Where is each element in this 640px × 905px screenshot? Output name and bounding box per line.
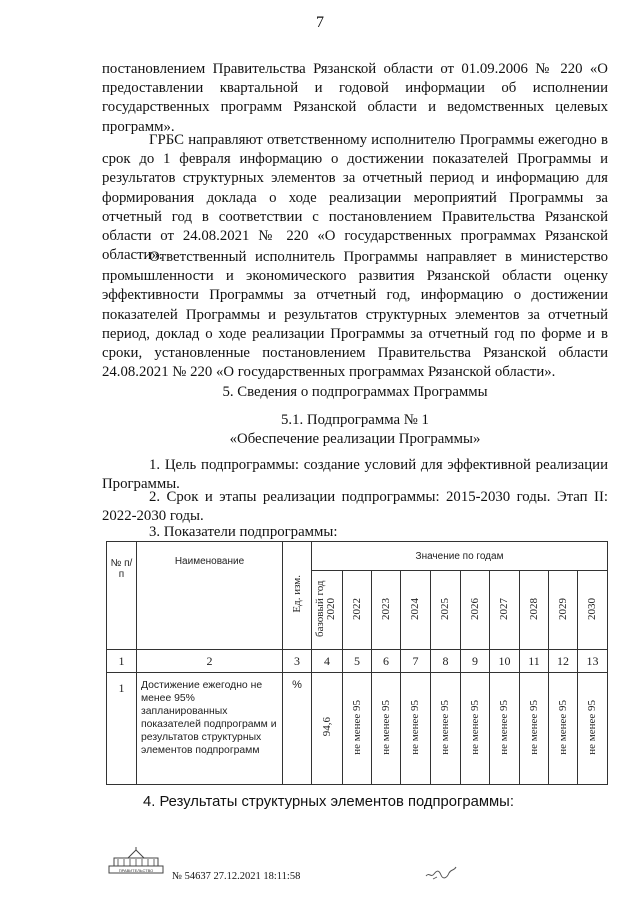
value-cell xyxy=(490,673,520,785)
value-cell xyxy=(549,673,578,785)
index-cell: 3 xyxy=(283,650,312,673)
value-cell xyxy=(461,673,490,785)
section-title: 5. Сведения о подпрограммах Программы xyxy=(222,384,488,400)
index-cell: 6 xyxy=(372,650,401,673)
value-cell xyxy=(431,673,461,785)
paragraph-continuation xyxy=(102,60,608,137)
paragraph-grbs xyxy=(102,131,608,265)
year-cell xyxy=(549,571,578,650)
header-years-group: Значение по годам xyxy=(312,542,608,571)
index-cell: 7 xyxy=(401,650,431,673)
subsection-name: «Обеспечение реализации Программы» xyxy=(229,431,481,447)
paragraph-text: 1. Цель подпрограммы: создание условий для эффективной реализации Программы. xyxy=(102,457,608,493)
value-text: не менее 95 xyxy=(409,699,421,755)
year-cell xyxy=(401,571,431,650)
year-cell xyxy=(520,571,549,650)
year-cell xyxy=(431,571,461,650)
value-text: 94,6 xyxy=(320,717,333,737)
year-label: 2029 xyxy=(556,597,569,620)
value-cell xyxy=(401,673,431,785)
index-cell: 11 xyxy=(520,650,549,673)
row-unit: % xyxy=(283,673,312,785)
year-label: 2027 xyxy=(498,597,510,620)
paragraph-text: Ответственный исполнитель Программы направляет в министерство промышленности и экономического развития Рязанской области оценку эффективности Программы за отчетный год, информацию о достижении показателей Программы и результатов структурных элементов за отчетный период, доклад о ходе реализации Программы за отчетный год по форме и в сроки, установленные постановлением Правительства Рязанской области 24.08.2021 № 220 «О государственных программах Рязанской области». xyxy=(102,249,608,381)
value-text: не менее 95 xyxy=(556,699,569,755)
subsection-title: 5.1. Подпрограмма № 1 xyxy=(281,412,429,428)
indicators-table xyxy=(106,541,608,785)
value-text: не менее 95 xyxy=(586,699,598,755)
row-num: 1 xyxy=(107,673,137,785)
year-label: 2025 xyxy=(439,597,451,620)
year-label: 2023 xyxy=(379,597,392,620)
page-number: 7 xyxy=(316,14,324,31)
year-label: 2022 xyxy=(350,597,363,620)
value-cell xyxy=(372,673,401,785)
government-building-icon xyxy=(108,846,164,882)
header-unit-text: Ед. изм. xyxy=(290,575,303,613)
table-index-row xyxy=(107,650,608,673)
index-cell: 13 xyxy=(578,650,608,673)
year-cell xyxy=(372,571,401,650)
value-cell xyxy=(312,673,343,785)
value-cell xyxy=(578,673,608,785)
year-cell xyxy=(578,571,608,650)
index-cell: 10 xyxy=(490,650,520,673)
signature-icon xyxy=(424,862,458,882)
results-label: 4. Результаты структурных элементов подпрограммы: xyxy=(143,794,514,810)
footer xyxy=(108,846,368,886)
header-num xyxy=(107,542,137,650)
table-header-row xyxy=(107,542,608,571)
year-cell xyxy=(312,571,343,650)
year-label: 2024 xyxy=(409,597,421,620)
subprogram-term xyxy=(102,488,608,526)
paragraph-text: постановлением Правительства Рязанской области от 01.09.2006 № 220 «О предоставлении квартальной и годовой информации об исполнении государственных программ Рязанской области и ведомственных целевых программ». xyxy=(102,61,608,135)
header-num-text: № п/п xyxy=(110,558,133,580)
index-cell: 5 xyxy=(343,650,372,673)
value-text: не менее 95 xyxy=(379,699,392,755)
index-cell: 9 xyxy=(461,650,490,673)
value-text: не менее 95 xyxy=(498,699,510,755)
value-cell xyxy=(520,673,549,785)
value-cell xyxy=(343,673,372,785)
header-name: Наименование xyxy=(137,542,283,650)
paragraph-text: 2. Срок и этапы реализации подпрограммы: 2015-2030 годы. Этап II: 2022-2030 годы. xyxy=(102,489,608,525)
value-text: не менее 95 xyxy=(527,699,540,755)
year-label: 2030 xyxy=(586,597,598,620)
year-label: 2028 xyxy=(527,597,540,620)
paragraph-text: ГРБС направляют ответственному исполнителю Программы ежегодно в срок до 1 февраля информацию о достижении показателей Программы и результатов структурных элементов за отчетный период и информацию для формирования доклада о ходе реализации мероприятий Программы за отчетный год в соответствии с постановлением Правительства Рязанской области от 24.08.2021 № 220 «О государственных программах Рязанской области». xyxy=(102,132,608,264)
value-text: не менее 95 xyxy=(350,699,363,755)
index-cell: 2 xyxy=(137,650,283,673)
document-registration-info: № 54637 27.12.2021 18:11:58 xyxy=(172,871,301,882)
year-cell xyxy=(490,571,520,650)
stamp-text: ПРАВИТЕЛЬСТВО xyxy=(118,868,154,873)
year-cell xyxy=(461,571,490,650)
value-text: не менее 95 xyxy=(439,699,451,755)
row-name: Достижение ежегодно не менее 95% запланированных показателей подпрограмм и результатов структурных элементов подпрограмм xyxy=(137,673,283,785)
indicators-label: 3. Показатели подпрограммы: xyxy=(149,524,338,540)
value-text: не менее 95 xyxy=(468,699,481,755)
index-cell: 4 xyxy=(312,650,343,673)
year-cell xyxy=(343,571,372,650)
year-label: базовый год 2020 xyxy=(314,580,337,637)
index-cell: 8 xyxy=(431,650,461,673)
index-cell: 1 xyxy=(107,650,137,673)
year-label: 2026 xyxy=(468,597,481,620)
paragraph-responsible-executor xyxy=(102,248,608,382)
index-cell: 12 xyxy=(549,650,578,673)
table-row xyxy=(107,673,608,785)
header-unit xyxy=(283,542,312,650)
